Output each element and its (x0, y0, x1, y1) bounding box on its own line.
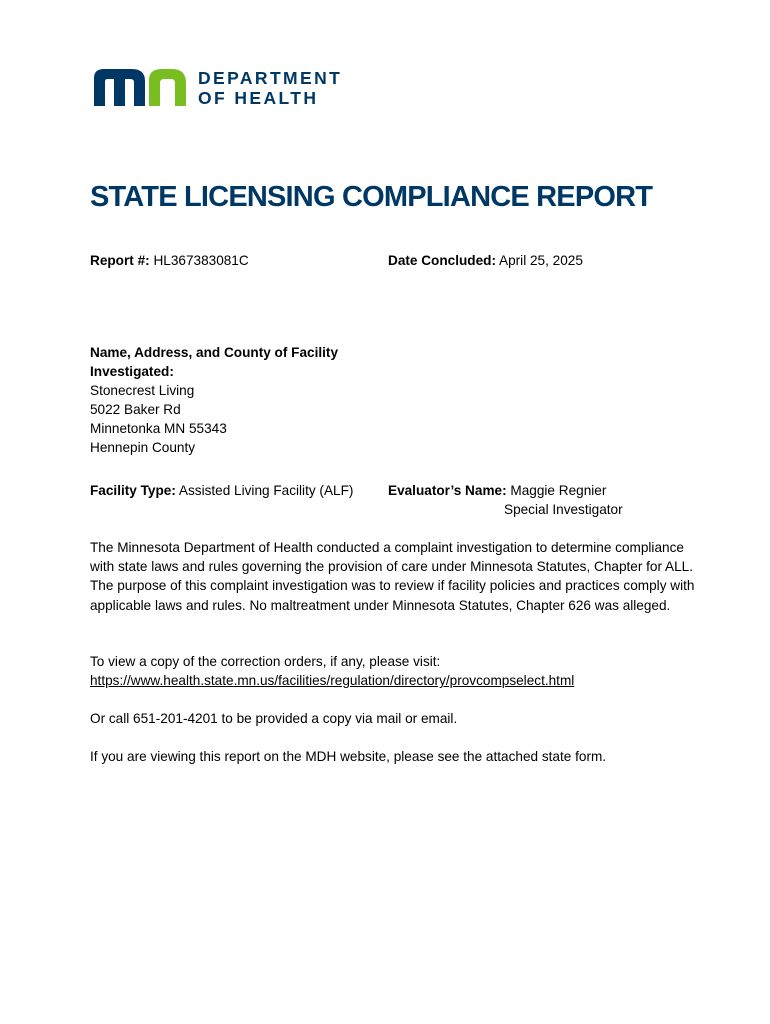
report-number-label: Report #: (90, 253, 150, 268)
facility-street: 5022 Baker Rd (90, 402, 181, 417)
mn-logo-mark (92, 66, 188, 108)
date-concluded-value: April 25, 2025 (499, 253, 583, 268)
investigation-paragraph: The Minnesota Department of Health conducted a complaint investigation to determine compliance with state laws and rules governing the provision of care under Minnesota Statutes, Chapter for ALL. The purpose of this complaint investigation was to review if facility policies and practices comply with applicable laws and rules. No maltreatment under Minnesota Statutes, Chapter 626 was alleged. (90, 540, 695, 613)
facility-type (90, 481, 353, 500)
facility-city: Minnetonka MN 55343 (90, 421, 227, 436)
page-title: STATE LICENSING COMPLIANCE REPORT (90, 181, 653, 213)
logo-wordmark (198, 68, 342, 108)
logo-line-of-health: OF HEALTH (198, 88, 319, 108)
facility-type-label: Facility Type: (90, 483, 176, 498)
evaluator-title: Special Investigator (504, 502, 623, 517)
facility-county: Hennepin County (90, 440, 196, 455)
evaluator-label: Evaluator’s Name: (388, 483, 507, 498)
facility-type-value: Assisted Living Facility (ALF) (178, 483, 354, 498)
facility-heading-line1: Name, Address, and County of Facility (90, 345, 339, 360)
report-number-value: HL367383081C (153, 253, 249, 268)
facility-heading-line2: Investigated: (90, 364, 174, 379)
website-text: If you are viewing this report on the MDH website, please see the attached state form. (90, 749, 607, 764)
facility-name: Stonecrest Living (90, 383, 195, 398)
date-concluded (388, 251, 583, 270)
call-text: Or call 651-201-4201 to be provided a copy via mail or email. (90, 711, 458, 726)
correction-orders-link[interactable]: https://www.health.state.mn.us/facilities/regulation/directory/provcompselect.html (90, 673, 575, 688)
date-concluded-label: Date Concluded: (388, 253, 496, 268)
logo-line-department: DEPARTMENT (198, 68, 343, 88)
evaluator-name-value: Maggie Regnier (510, 483, 607, 498)
report-number (90, 251, 249, 270)
view-copy-text: To view a copy of the correction orders, if any, please visit: (90, 654, 441, 669)
evaluator-name (388, 481, 606, 500)
